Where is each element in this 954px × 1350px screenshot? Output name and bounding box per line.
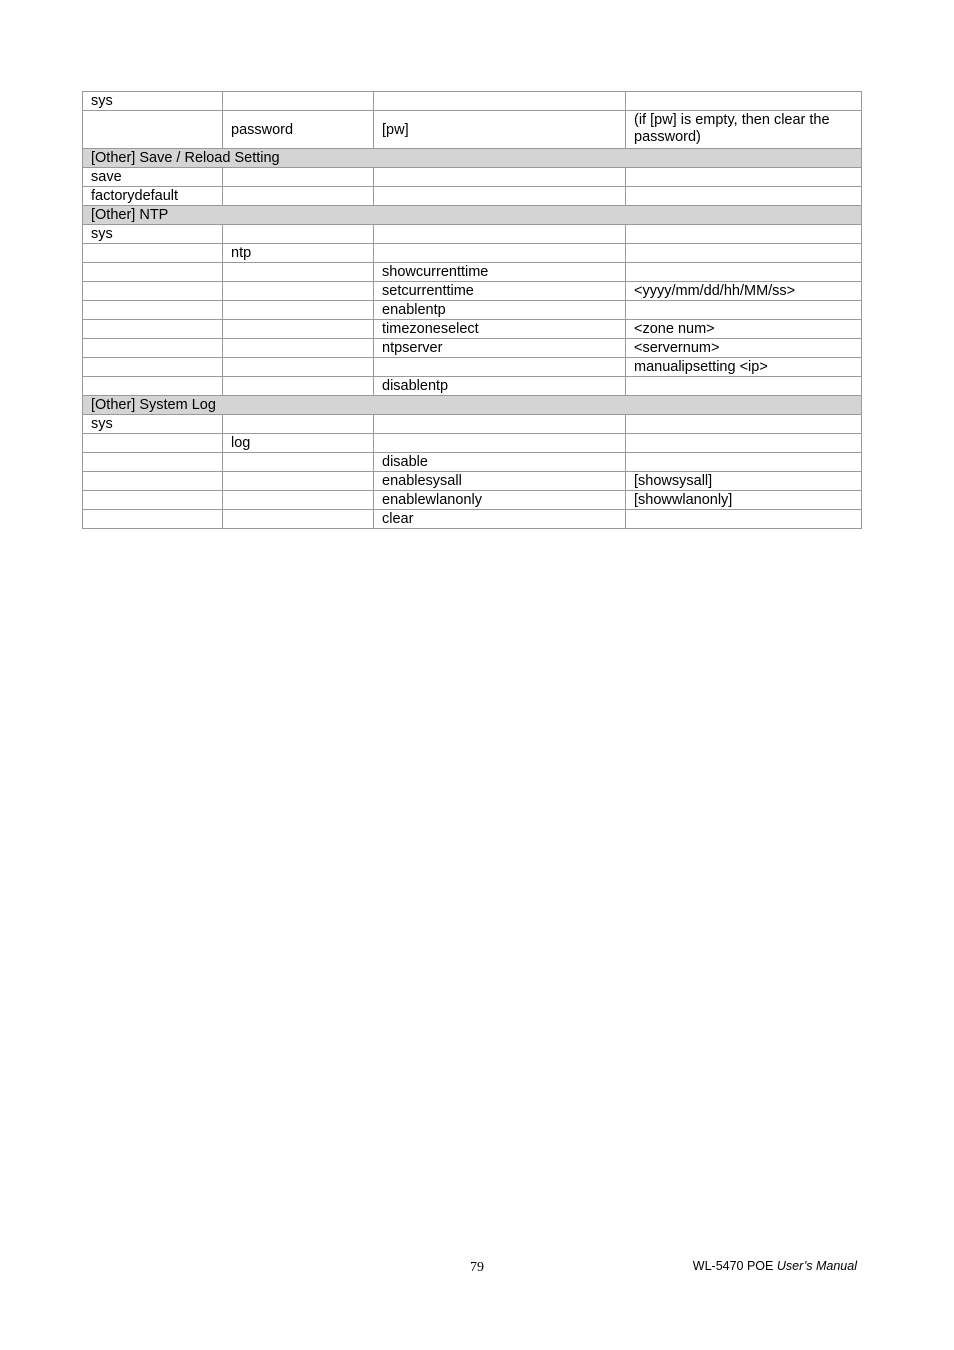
- command-table: [82, 91, 862, 529]
- manual-footer: [693, 1259, 857, 1273]
- cell-option: [374, 434, 626, 453]
- table-row: [83, 282, 862, 301]
- cell-parameter: manualipsetting <ip>: [626, 358, 862, 377]
- cell-command: [83, 301, 223, 320]
- table-row: [83, 225, 862, 244]
- page-number: 79: [470, 1260, 484, 1275]
- table-row: [83, 358, 862, 377]
- cell-subcommand: [223, 415, 374, 434]
- cell-parameter: [626, 377, 862, 396]
- cell-command: sys: [83, 92, 223, 111]
- cell-option: [374, 187, 626, 206]
- cell-subcommand: [223, 491, 374, 510]
- section-title: [Other] NTP: [83, 206, 862, 225]
- cell-command: [83, 244, 223, 263]
- table-row: [83, 92, 862, 111]
- cell-option: ntpserver: [374, 339, 626, 358]
- cell-command: [83, 320, 223, 339]
- cell-subcommand: [223, 377, 374, 396]
- cell-parameter: [626, 453, 862, 472]
- cell-parameter: [626, 263, 862, 282]
- cell-option: enablentp: [374, 301, 626, 320]
- cell-option: disablentp: [374, 377, 626, 396]
- cell-command: [83, 434, 223, 453]
- cell-subcommand: ntp: [223, 244, 374, 263]
- table-row: [83, 263, 862, 282]
- cell-parameter: [showsysall]: [626, 472, 862, 491]
- cell-option: [pw]: [374, 111, 626, 149]
- cell-parameter: [626, 168, 862, 187]
- cell-subcommand: [223, 187, 374, 206]
- cell-subcommand: [223, 225, 374, 244]
- cell-command: [83, 111, 223, 149]
- section-header: [83, 396, 862, 415]
- cell-subcommand: [223, 320, 374, 339]
- cell-command: save: [83, 168, 223, 187]
- cell-parameter: [626, 510, 862, 529]
- cell-option: [374, 358, 626, 377]
- cell-command: sys: [83, 225, 223, 244]
- cell-parameter: [626, 415, 862, 434]
- cell-option: [374, 168, 626, 187]
- table-row: [83, 453, 862, 472]
- cell-subcommand: [223, 92, 374, 111]
- cell-parameter: [626, 225, 862, 244]
- table-row: [83, 415, 862, 434]
- cell-parameter: [showwlanonly]: [626, 491, 862, 510]
- cell-command: [83, 263, 223, 282]
- cell-command: [83, 472, 223, 491]
- cell-option: [374, 244, 626, 263]
- footer-manual-title: User’s Manual: [776, 1259, 857, 1273]
- cell-option: [374, 415, 626, 434]
- cell-command: [83, 282, 223, 301]
- section-title: [Other] System Log: [83, 396, 862, 415]
- cell-option: clear: [374, 510, 626, 529]
- cell-command: [83, 453, 223, 472]
- cell-command: [83, 339, 223, 358]
- cell-parameter: <servernum>: [626, 339, 862, 358]
- section-header: [83, 149, 862, 168]
- cell-option: timezoneselect: [374, 320, 626, 339]
- cell-option: enablesysall: [374, 472, 626, 491]
- cell-command: sys: [83, 415, 223, 434]
- cell-command: [83, 377, 223, 396]
- table-row: [83, 434, 862, 453]
- cell-subcommand: [223, 168, 374, 187]
- cell-subcommand: [223, 472, 374, 491]
- cell-option: enablewlanonly: [374, 491, 626, 510]
- cell-command: [83, 491, 223, 510]
- table-row: [83, 510, 862, 529]
- cell-option: disable: [374, 453, 626, 472]
- cell-option: showcurrenttime: [374, 263, 626, 282]
- cell-command: factorydefault: [83, 187, 223, 206]
- cell-subcommand: password: [223, 111, 374, 149]
- cell-subcommand: [223, 453, 374, 472]
- cell-option: setcurrenttime: [374, 282, 626, 301]
- cell-subcommand: [223, 358, 374, 377]
- cell-command: [83, 510, 223, 529]
- table-row: [83, 339, 862, 358]
- cell-parameter: (if [pw] is empty, then clear the password): [626, 111, 862, 149]
- cell-subcommand: [223, 339, 374, 358]
- cell-command: [83, 358, 223, 377]
- cell-parameter: [626, 244, 862, 263]
- cell-parameter: <yyyy/mm/dd/hh/MM/ss>: [626, 282, 862, 301]
- cell-parameter: <zone num>: [626, 320, 862, 339]
- cell-subcommand: [223, 301, 374, 320]
- cell-option: [374, 225, 626, 244]
- table-row: [83, 168, 862, 187]
- table-row: [83, 301, 862, 320]
- cell-subcommand: [223, 282, 374, 301]
- table-row: [83, 472, 862, 491]
- cell-subcommand: [223, 510, 374, 529]
- table-row: [83, 377, 862, 396]
- table-row: [83, 111, 862, 149]
- cell-subcommand: log: [223, 434, 374, 453]
- cell-parameter: [626, 301, 862, 320]
- table-row: [83, 244, 862, 263]
- footer-product: WL-5470 POE: [692, 1259, 774, 1273]
- cell-option: [374, 92, 626, 111]
- cell-parameter: [626, 92, 862, 111]
- section-title: [Other] Save / Reload Setting: [83, 149, 862, 168]
- table-row: [83, 187, 862, 206]
- cell-parameter: [626, 434, 862, 453]
- table-row: [83, 491, 862, 510]
- cell-parameter: [626, 187, 862, 206]
- cell-subcommand: [223, 263, 374, 282]
- section-header: [83, 206, 862, 225]
- table-row: [83, 320, 862, 339]
